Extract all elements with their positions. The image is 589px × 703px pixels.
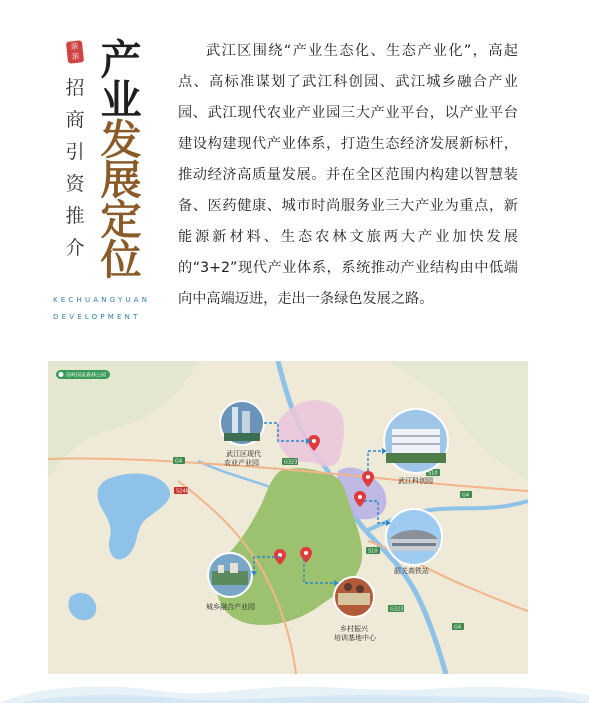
- subtitle-char: 引: [65, 141, 85, 163]
- title-char: 位: [100, 236, 142, 284]
- subtitle-char: 推: [65, 205, 85, 227]
- road-shield: [173, 457, 185, 465]
- page-title-vertical: [97, 36, 145, 284]
- svg-text:G323: G323: [284, 459, 298, 466]
- road-shield: [452, 623, 464, 631]
- photo-agri-park: [220, 401, 264, 445]
- title-char: 展: [100, 156, 142, 204]
- title-char: 产: [100, 36, 142, 84]
- photo-rural-park: [208, 553, 252, 597]
- road-shield: [460, 491, 472, 499]
- subtitle-char: 资: [65, 173, 85, 195]
- svg-text:南岭国家森林公园: 南岭国家森林公园: [66, 372, 107, 379]
- road-shield: [174, 487, 189, 495]
- intro-paragraph: 武江区围绕“产业生态化、生态产业化”，高起点、高标准谋划了武江科创园、武江城乡融合产业园、武江现代农业产业园三大产业平台，以产业平台建设构建现代产业体系，打造生态经济发展新标杆，推动经济高质量发展。并在全区范围内构建以智慧装备、医药健康、城市时尚服务业三大产业为重点，新能源新材料、生态农林文旅两大产业加快发展的“3+2”现代产业体系，系统推动产业结构由中低端向中高端迈进，走出一条绿色发展之路。: [178, 43, 518, 307]
- svg-text:S10: S10: [368, 548, 378, 555]
- english-label-line2: DEVELOPMENT: [53, 313, 141, 321]
- seal-char: 亲: [69, 41, 79, 52]
- label-agri-park-2: 农业产业园: [224, 459, 259, 467]
- label-tech-park: 武江科创园: [398, 477, 433, 485]
- road-shield: [282, 458, 298, 466]
- photo-tech-park: [384, 409, 448, 473]
- industrial-map: [48, 361, 528, 674]
- svg-text:G323: G323: [390, 606, 404, 613]
- label-training-1: 乡村振兴: [340, 625, 368, 633]
- decorative-seal: [66, 40, 84, 64]
- title-char: 业: [100, 76, 142, 124]
- label-station: 韶关高铁站: [394, 567, 429, 575]
- decorative-wave: [0, 681, 589, 703]
- label-rural-park: 城乡融合产业园: [206, 603, 255, 611]
- svg-text:G4: G4: [175, 458, 183, 465]
- subtitle-char: 介: [65, 237, 85, 259]
- label-agri-park-1: 武江区现代: [226, 450, 261, 458]
- svg-text:G4: G4: [454, 624, 462, 631]
- subtitle-vertical: [57, 72, 93, 264]
- svg-text:S10: S10: [428, 470, 438, 477]
- seal-char: 亲: [71, 51, 80, 62]
- subtitle-char: 商: [65, 109, 85, 131]
- svg-text:S248: S248: [176, 488, 189, 495]
- english-label-line1: KECHUANGYUAN: [53, 296, 151, 304]
- subtitle-char: 招: [65, 77, 85, 99]
- label-training-2: 培训基地中心: [334, 634, 376, 642]
- title-char: 定: [100, 196, 142, 244]
- photo-training: [334, 577, 374, 617]
- park-tag: [56, 370, 110, 379]
- title-char: 发: [100, 116, 142, 164]
- road-shield: [366, 547, 380, 555]
- road-shield: [388, 605, 404, 613]
- photo-station: [386, 509, 442, 565]
- svg-text:G4: G4: [462, 492, 470, 499]
